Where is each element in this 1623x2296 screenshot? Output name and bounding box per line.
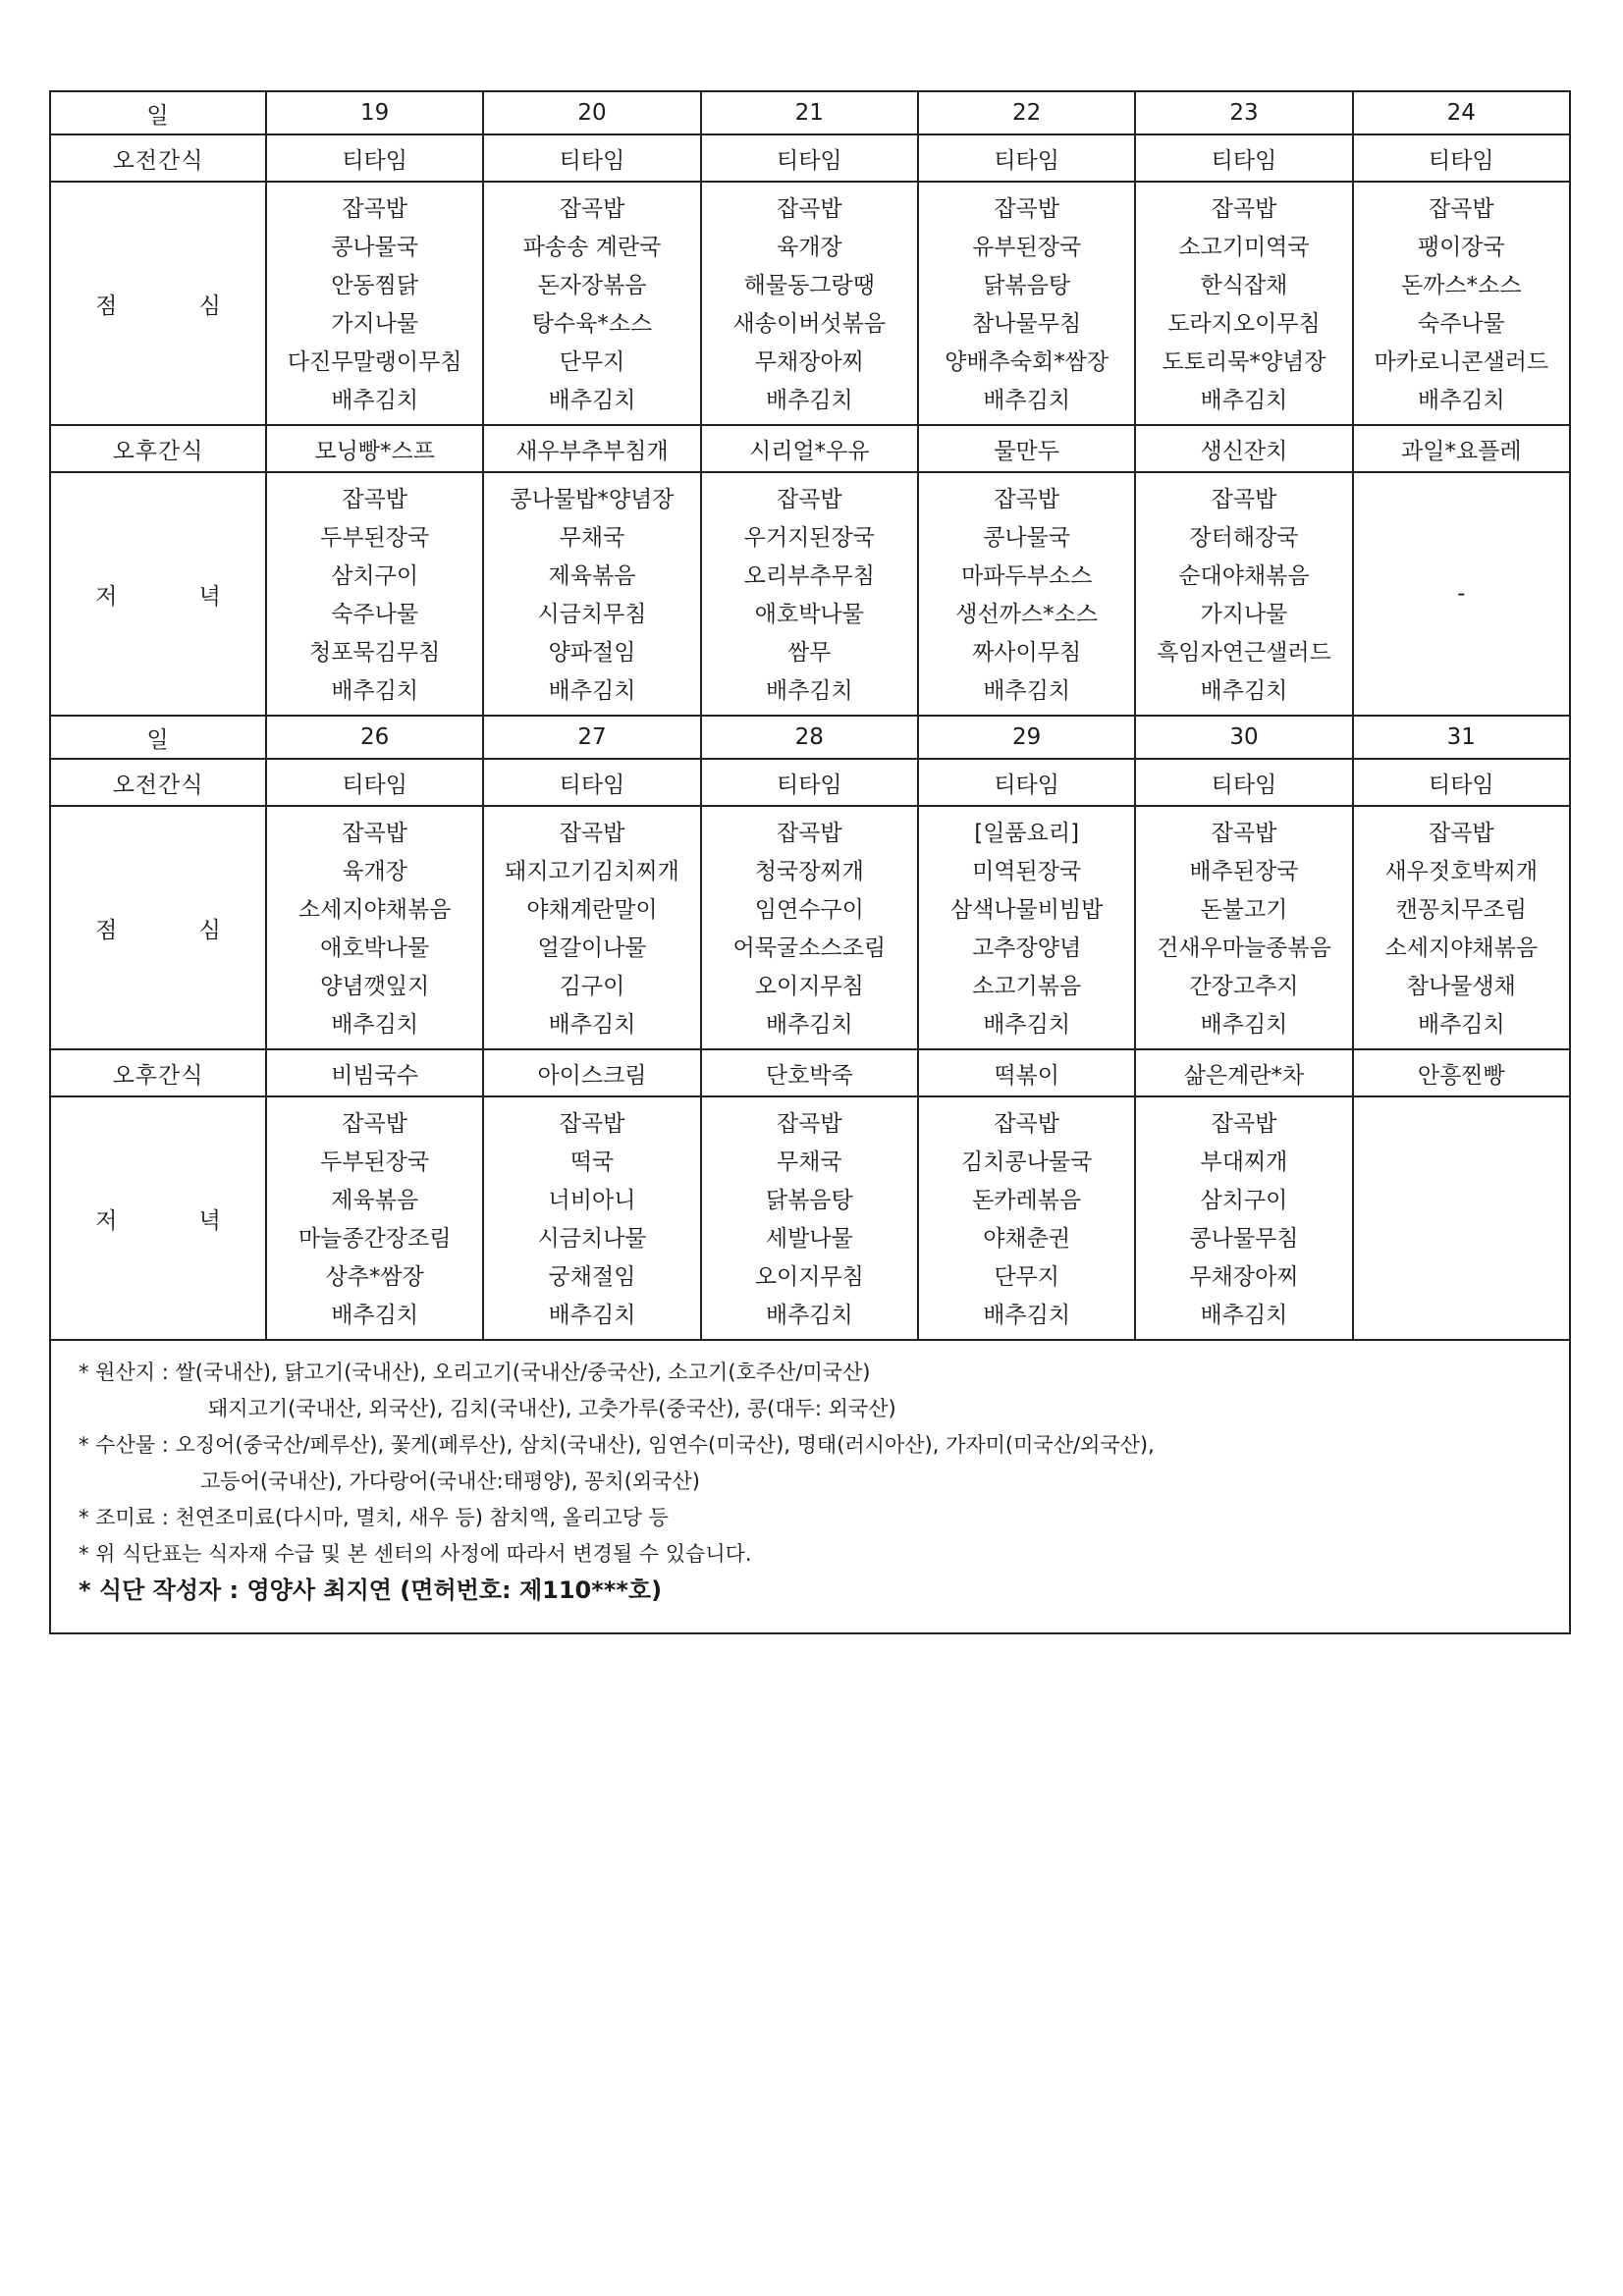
menu-item: 김치콩나물국 [960, 1149, 1093, 1175]
menu-item: 배추김치 [765, 1012, 853, 1038]
date-cell: 21 [701, 91, 918, 134]
menu-item: - [1457, 580, 1466, 607]
menu-item: 배추김치 [548, 1303, 636, 1328]
seasoning-note: * 조미료 : 천연조미료(다시마, 멸치, 새우 등) 참치액, 올리고당 등 [79, 1506, 669, 1529]
menu-item: 삼치구이 [1200, 1188, 1288, 1213]
menu-item: 돈카레볶음 [972, 1188, 1082, 1213]
menu-item: 잡곡밥 [1211, 1111, 1277, 1137]
menu-item: 잡곡밥 [342, 821, 407, 846]
menu-item: 잡곡밥 [1211, 487, 1277, 512]
menu-item: 소세지야채볶음 [1384, 935, 1539, 961]
menu-item: 제육볶음 [548, 563, 636, 589]
date-cell: 29 [918, 716, 1135, 759]
menu-item: 파송송 계란국 [522, 235, 662, 260]
menu-item: 오리부추무침 [743, 563, 875, 589]
morning-snack-label: 오전간식 [50, 134, 266, 182]
menu-item: 배추김치 [765, 678, 853, 704]
morning-snack-cell: 티타임 [918, 759, 1135, 806]
morning-snack-label: 오전간식 [50, 759, 266, 806]
menu-item: 흑임자연근샐러드 [1157, 640, 1331, 666]
date-cell: 30 [1135, 716, 1352, 759]
menu-item: 너비아니 [548, 1188, 636, 1213]
dinner-cell [918, 472, 1135, 716]
menu-item: 오이지무침 [754, 1264, 864, 1290]
morning-snack-cell: 티타임 [1135, 134, 1352, 182]
menu-item: 잡곡밥 [776, 196, 842, 222]
meal-plan-table [49, 90, 1571, 1341]
menu-item: 숙주나물 [331, 602, 419, 627]
dinner-row [50, 1096, 1570, 1340]
menu-item: 참나물생채 [1406, 974, 1516, 999]
date-cell: 20 [483, 91, 700, 134]
afternoon-snack-cell: 과일*요플레 [1353, 425, 1570, 472]
menu-item: 탕수육*소스 [531, 311, 653, 337]
meal-plan-sheet [49, 90, 1571, 1634]
afternoon-snack-label: 오후간식 [50, 1049, 266, 1096]
menu-item: 배추김치 [1417, 1012, 1505, 1038]
menu-item: 숙주나물 [1417, 311, 1505, 337]
menu-item: 참나물무침 [972, 311, 1082, 337]
menu-item: 두부된장국 [320, 1149, 430, 1175]
lunch-cell [701, 806, 918, 1049]
afternoon-snack-cell: 모닝빵*스프 [266, 425, 483, 472]
dinner-cell [1353, 1096, 1570, 1340]
menu-item: 단무지 [994, 1264, 1059, 1290]
menu-item: 잡곡밥 [342, 1111, 407, 1137]
menu-item: 삼색나물비빔밥 [949, 897, 1104, 923]
afternoon-snack-cell: 떡볶이 [918, 1049, 1135, 1096]
menu-item: 배추김치 [548, 678, 636, 704]
menu-item: 야채계란말이 [526, 897, 658, 923]
menu-item: 세발나물 [765, 1226, 853, 1252]
menu-item: 배추김치 [1200, 1012, 1288, 1038]
menu-item: 고추장양념 [972, 935, 1082, 961]
menu-item: 잡곡밥 [559, 1111, 625, 1137]
morning-snack-row [50, 134, 1570, 182]
menu-item: 단무지 [559, 349, 625, 375]
lunch-cell [266, 182, 483, 425]
menu-item: 두부된장국 [320, 525, 430, 551]
disclaimer-note: * 위 식단표는 식자재 수급 및 본 센터의 사정에 따라서 변경될 수 있습니다. [79, 1542, 752, 1566]
menu-item: 배추김치 [1200, 1303, 1288, 1328]
menu-item: 배추김치 [1200, 678, 1288, 704]
menu-item: 배추김치 [331, 1012, 419, 1038]
date-cell: 23 [1135, 91, 1352, 134]
date-cell: 24 [1353, 91, 1570, 134]
afternoon-snack-cell: 안흥찐빵 [1353, 1049, 1570, 1096]
menu-item: 돈불고기 [1200, 897, 1288, 923]
menu-item: 육개장 [342, 859, 407, 884]
menu-item: 소고기미역국 [1178, 235, 1310, 260]
menu-item: 잡곡밥 [1211, 821, 1277, 846]
menu-item: 콩나물밥*양념장 [510, 487, 675, 512]
menu-item: 마파두부소스 [960, 563, 1093, 589]
menu-item: 배추김치 [331, 388, 419, 413]
menu-item: 잡곡밥 [776, 487, 842, 512]
menu-item: 상추*쌈장 [325, 1264, 424, 1290]
menu-item: 배추김치 [331, 678, 419, 704]
menu-item: 배추김치 [983, 1012, 1071, 1038]
afternoon-snack-cell: 비빔국수 [266, 1049, 483, 1096]
menu-item: 야채춘권 [983, 1226, 1071, 1252]
seafood-note-continued: 고등어(국내산), 가다랑어(국내산:태평양), 꽁치(외국산) [200, 1469, 700, 1493]
menu-item: 콩나물무침 [1189, 1226, 1299, 1252]
menu-item: 배추김치 [1417, 388, 1505, 413]
menu-item: 마늘종간장조림 [298, 1226, 452, 1252]
menu-item: 배추김치 [765, 1303, 853, 1328]
menu-item: 간장고추지 [1189, 974, 1299, 999]
dinner-cell [483, 472, 700, 716]
menu-item: 배추김치 [983, 1303, 1071, 1328]
menu-item: 소고기볶음 [972, 974, 1082, 999]
menu-item: 돼지고기김치찌개 [505, 859, 679, 884]
lunch-cell [483, 806, 700, 1049]
menu-item: 한식잡채 [1200, 273, 1288, 298]
date-cell: 31 [1353, 716, 1570, 759]
menu-item: 배추김치 [331, 1303, 419, 1328]
afternoon-snack-cell: 물만두 [918, 425, 1135, 472]
menu-item: 우거지된장국 [743, 525, 875, 551]
notes-section [49, 1341, 1571, 1634]
lunch-cell [1135, 806, 1352, 1049]
seafood-note: * 수산물 : 오징어(중국산/페루산), 꽃게(페루산), 삼치(국내산), 임연수(미국산), 명태(러시아산), 가자미(미국산/외국산), [79, 1433, 1155, 1457]
menu-item: 시금치나물 [537, 1226, 647, 1252]
morning-snack-cell: 티타임 [266, 759, 483, 806]
lunch-cell [918, 182, 1135, 425]
afternoon-snack-row [50, 425, 1570, 472]
menu-item: 김구이 [559, 974, 625, 999]
menu-item: 무채국 [776, 1149, 842, 1175]
menu-item: 마카로니콘샐러드 [1374, 349, 1549, 375]
menu-item: 육개장 [776, 235, 842, 260]
date-cell: 22 [918, 91, 1135, 134]
menu-item: 무채국 [559, 525, 625, 551]
menu-item: 돈자장볶음 [537, 273, 647, 298]
menu-item: 제육볶음 [331, 1188, 419, 1213]
menu-item: 애호박나물 [320, 935, 430, 961]
menu-item: 배추김치 [983, 678, 1071, 704]
menu-item: 잡곡밥 [994, 196, 1059, 222]
menu-item: 시금치무침 [537, 602, 647, 627]
date-cell: 19 [266, 91, 483, 134]
menu-item: 쌈무 [787, 640, 832, 666]
menu-item: 배추된장국 [1189, 859, 1299, 884]
menu-item: 닭볶음탕 [983, 273, 1071, 298]
menu-item: 순대야채볶음 [1178, 563, 1310, 589]
menu-item: 청국장찌개 [754, 859, 864, 884]
morning-snack-cell: 티타임 [701, 134, 918, 182]
menu-item: 짜사이무침 [972, 640, 1082, 666]
morning-snack-cell: 티타임 [1353, 134, 1570, 182]
dinner-label: 저 녁 [50, 1096, 266, 1340]
afternoon-snack-cell: 단호박죽 [701, 1049, 918, 1096]
menu-item: 새송이버섯볶음 [732, 311, 887, 337]
morning-snack-cell: 티타임 [918, 134, 1135, 182]
afternoon-snack-row [50, 1049, 1570, 1096]
morning-snack-cell: 티타임 [483, 759, 700, 806]
menu-item: 잡곡밥 [559, 196, 625, 222]
menu-item: 도라지오이무침 [1167, 311, 1321, 337]
day-label: 일 [50, 716, 266, 759]
author-note: * 식단 작성자 : 영양사 최지연 (면허번호: 제110***호) [79, 1576, 663, 1604]
date-header-row [50, 716, 1570, 759]
menu-item: 무채장아찌 [754, 349, 864, 375]
morning-snack-row [50, 759, 1570, 806]
morning-snack-cell: 티타임 [483, 134, 700, 182]
menu-item: 무채장아찌 [1189, 1264, 1299, 1290]
menu-item: 오이지무침 [754, 974, 864, 999]
dinner-cell [483, 1096, 700, 1340]
menu-item: [일품요리] [974, 821, 1080, 846]
lunch-row [50, 806, 1570, 1049]
menu-item: 건새우마늘종볶음 [1157, 935, 1331, 961]
menu-item: 돈까스*소스 [1401, 273, 1522, 298]
menu-item: 콩나물국 [331, 235, 419, 260]
menu-item: 양파절임 [548, 640, 636, 666]
menu-item: 어묵굴소스조림 [732, 935, 887, 961]
lunch-cell [483, 182, 700, 425]
menu-item: 잡곡밥 [1211, 196, 1277, 222]
date-cell: 26 [266, 716, 483, 759]
menu-item: 캔꽁치무조림 [1395, 897, 1527, 923]
menu-item: 배추김치 [1200, 388, 1288, 413]
menu-item: 배추김치 [548, 388, 636, 413]
menu-item: 청포묵김무침 [309, 640, 441, 666]
lunch-label: 점 심 [50, 182, 266, 425]
menu-item: 잡곡밥 [1428, 821, 1494, 846]
dinner-cell [1135, 1096, 1352, 1340]
morning-snack-cell: 티타임 [701, 759, 918, 806]
menu-item: 얼갈이나물 [537, 935, 647, 961]
date-cell: 28 [701, 716, 918, 759]
menu-item: 가지나물 [1200, 602, 1288, 627]
lunch-label: 점 심 [50, 806, 266, 1049]
menu-item: 떡국 [569, 1149, 615, 1175]
dinner-cell [918, 1096, 1135, 1340]
menu-item: 잡곡밥 [559, 821, 625, 846]
date-header-row [50, 91, 1570, 134]
menu-item: 잡곡밥 [776, 821, 842, 846]
menu-item: 유부된장국 [972, 235, 1082, 260]
menu-item: 도토리묵*양념장 [1162, 349, 1326, 375]
date-cell: 27 [483, 716, 700, 759]
menu-item: 잡곡밥 [1428, 196, 1494, 222]
lunch-cell [1353, 806, 1570, 1049]
menu-item: 애호박나물 [754, 602, 864, 627]
menu-item: 잡곡밥 [994, 1111, 1059, 1137]
dinner-row [50, 472, 1570, 716]
menu-item: 임연수구이 [754, 897, 864, 923]
dinner-cell [701, 1096, 918, 1340]
menu-item: 새우젓호박찌개 [1384, 859, 1539, 884]
lunch-cell [1353, 182, 1570, 425]
menu-item: 부대찌개 [1200, 1149, 1288, 1175]
afternoon-snack-label: 오후간식 [50, 425, 266, 472]
menu-item: 삼치구이 [331, 563, 419, 589]
menu-item: 콩나물국 [983, 525, 1071, 551]
lunch-cell [701, 182, 918, 425]
afternoon-snack-cell: 시리얼*우유 [701, 425, 918, 472]
dinner-cell [266, 472, 483, 716]
day-label: 일 [50, 91, 266, 134]
morning-snack-cell: 티타임 [1353, 759, 1570, 806]
menu-item: 잡곡밥 [342, 487, 407, 512]
menu-item: 배추김치 [765, 388, 853, 413]
dinner-cell [1353, 472, 1570, 716]
menu-item: 배추김치 [548, 1012, 636, 1038]
dinner-cell [266, 1096, 483, 1340]
afternoon-snack-cell: 생신잔치 [1135, 425, 1352, 472]
lunch-cell [266, 806, 483, 1049]
menu-item: 안동찜닭 [331, 273, 419, 298]
dinner-cell [701, 472, 918, 716]
menu-item: 닭볶음탕 [765, 1188, 853, 1213]
menu-item: 가지나물 [331, 311, 419, 337]
menu-item: 잡곡밥 [994, 487, 1059, 512]
menu-item: 장터해장국 [1189, 525, 1299, 551]
menu-item: 잡곡밥 [342, 196, 407, 222]
menu-item: 소세지야채볶음 [298, 897, 452, 923]
lunch-cell [918, 806, 1135, 1049]
lunch-cell [1135, 182, 1352, 425]
menu-item: 배추김치 [983, 388, 1071, 413]
afternoon-snack-cell: 아이스크림 [483, 1049, 700, 1096]
dinner-label: 저 녁 [50, 472, 266, 716]
menu-item: 팽이장국 [1417, 235, 1505, 260]
menu-item: 미역된장국 [972, 859, 1082, 884]
morning-snack-cell: 티타임 [1135, 759, 1352, 806]
menu-item: 양념깻잎지 [320, 974, 430, 999]
menu-item: 다진무말랭이무침 [287, 349, 462, 375]
morning-snack-cell: 티타임 [266, 134, 483, 182]
menu-item: 잡곡밥 [776, 1111, 842, 1137]
lunch-row [50, 182, 1570, 425]
afternoon-snack-cell: 삶은계란*차 [1135, 1049, 1352, 1096]
afternoon-snack-cell: 새우부추부침개 [483, 425, 700, 472]
origin-note-continued: 돼지고기(국내산, 외국산), 김치(국내산), 고춧가루(중국산), 콩(대두: 외국산) [208, 1397, 896, 1420]
menu-item: 생선까스*소스 [955, 602, 1099, 627]
menu-item: 해물동그랑땡 [743, 273, 875, 298]
menu-item: 궁채절임 [548, 1264, 636, 1290]
dinner-cell [1135, 472, 1352, 716]
menu-item: 양배추숙회*쌈장 [945, 349, 1109, 375]
origin-note: * 원산지 : 쌀(국내산), 닭고기(국내산), 오리고기(국내산/중국산), 소고기(호주산/미국산) [79, 1361, 871, 1384]
